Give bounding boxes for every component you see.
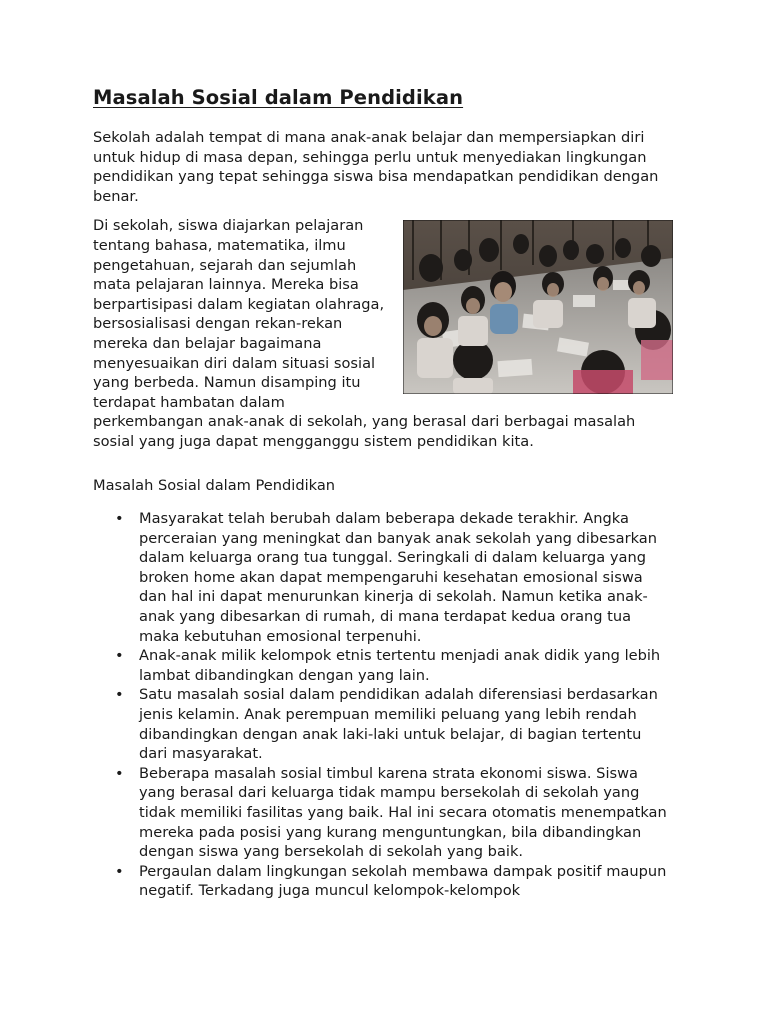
bullet-icon: • — [115, 647, 124, 665]
list-item-text: Beberapa masalah sosial timbul karena strata ekonomi siswa. Siswa yang berasal dari keluarga tidak mampu bersekolah di sekolah yang tidak memiliki fasilitas yang baik. Hal ini secara otomatis menempatkan mereka pada posisi yang kurang menguntungkan, bila dibandingkan dengan siswa yang bersekolah di sekolah yang baik. — [139, 764, 667, 861]
list-item — [115, 509, 673, 646]
bullet-icon: • — [115, 862, 124, 880]
section-heading: Masalah Sosial dalam Pendidikan — [93, 476, 336, 494]
list-item — [115, 862, 673, 901]
intro-paragraph: Sekolah adalah tempat di mana anak-anak belajar dan mempersiapkan diri untuk hidup di masa depan, sehingga perlu untuk menyediakan lingkungan pendidikan yang tepat sehingga siswa bisa mendapatkan pendidikan dengan benar. — [93, 129, 659, 205]
list-item — [115, 646, 673, 685]
bullet-icon: • — [115, 764, 124, 782]
list-item-text: Anak-anak milik kelompok etnis tertentu menjadi anak didik yang lebih lambat dibandingkan dengan yang lain. — [139, 647, 661, 684]
list-item — [115, 685, 673, 763]
classroom-children-photo — [403, 220, 673, 394]
bullet-icon: • — [115, 510, 124, 528]
document-page — [93, 84, 673, 901]
list-item — [115, 764, 673, 862]
paragraph-with-photo — [93, 216, 673, 461]
paragraph-2: Di sekolah, siswa diajarkan pelajaran tentang bahasa, matematika, ilmu pengetahuan, sejarah dan sejumlah mata pelajaran lainnya. Mereka bisa berpartisipasi dalam kegiatan olahraga, bersosialisasi dengan rekan-rekan mereka dan belajar bagaimana menyesuaikan diri dalam situasi sosial yang berbeda. Namun disamping itu terdapat hambatan dalam perkembangan anak-anak di sekolah, yang berasal dari berbagai masalah sosial yang juga dapat mengganggu sistem pendidikan kita. — [93, 217, 636, 450]
list-item-text: Pergaulan dalam lingkungan sekolah membawa dampak positif maupun negatif. Terkadang juga muncul kelompok-kelompok — [139, 862, 667, 900]
list-item-text: Masyarakat telah berubah dalam beberapa dekade terakhir. Angka perceraian yang meningkat dan banyak anak sekolah yang dibesarkan dalam keluarga orang tua tunggal. Seringkali di dalam keluarga yang broken home akan dapat mempengaruhi kesehatan emosional siswa dan hal ini dapat menurunkan kinerja di sekolah. Namun ketika anak-anak yang dibesarkan di rumah, di mana terdapat kedua orang tua maka kebutuhan emosional terpenuhi. — [139, 510, 657, 645]
bullet-icon: • — [115, 686, 124, 704]
document-title: Masalah Sosial dalam Pendidikan — [93, 86, 464, 109]
list-item-text: Satu masalah sosial dalam pendidikan adalah diferensiasi berdasarkan jenis kelamin. Anak perempuan memiliki peluang yang lebih rendah dibandingkan dengan anak laki-laki untuk belajar, di bagian tertentu dari masyarakat. — [139, 686, 658, 763]
issues-bullet-list — [93, 509, 673, 901]
